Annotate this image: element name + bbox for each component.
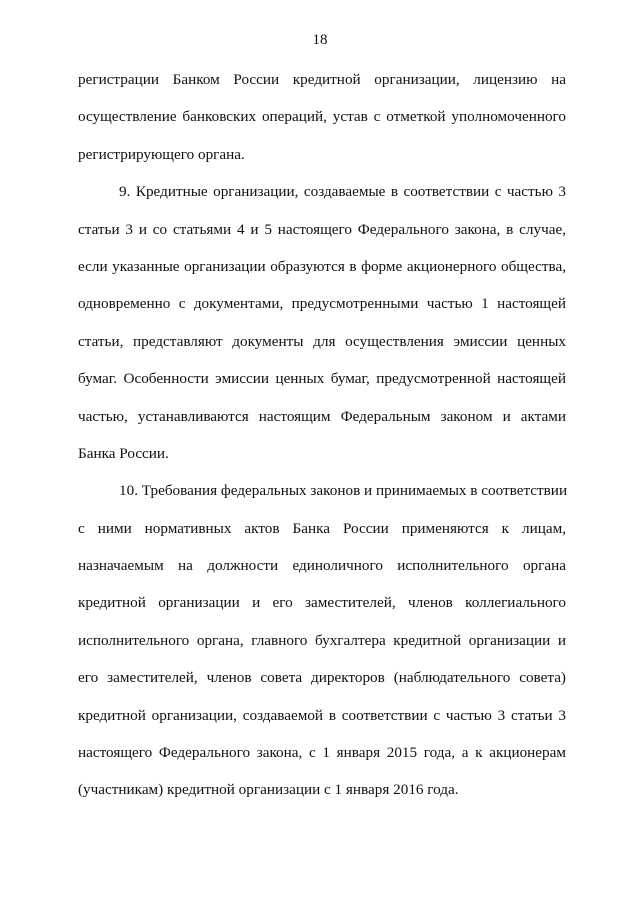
- text-line: статьи 3 и со статьями 4 и 5 настоящего Федерального закона, в случае,: [78, 220, 566, 238]
- text-line: настоящего Федерального закона, с 1 января 2015 года, а к акционерам: [78, 744, 566, 762]
- text-line: 10. Требования федеральных законов и принимаемых в соответствии: [119, 482, 568, 500]
- page-number: 18: [312, 32, 328, 48]
- text-line: статьи, представляют документы для осуществления эмиссии ценных: [78, 332, 566, 350]
- text-line: с ними нормативных актов Банка России применяются к лицам,: [78, 519, 566, 537]
- text-line: бумаг. Особенности эмиссии ценных бумаг, предусмотренной настоящей: [78, 370, 566, 388]
- text-line: регистрирующего органа.: [78, 145, 245, 163]
- text-line: кредитной организации, создаваемой в соответствии с частью 3 статьи 3: [78, 706, 566, 724]
- text-line: кредитной организации и его заместителей, членов коллегиального: [78, 594, 566, 612]
- text-line: если указанные организации образуются в форме акционерного общества,: [78, 257, 566, 275]
- text-line: 9. Кредитные организации, создаваемые в соответствии с частью 3: [119, 183, 566, 201]
- text-line: его заместителей, членов совета директоров (наблюдательного совета): [78, 669, 566, 687]
- paragraph-10: [78, 472, 566, 809]
- text-line: регистрации Банком России кредитной организации, лицензию на: [78, 71, 566, 88]
- text-line: одновременно с документами, предусмотренными частью 1 настоящей: [78, 295, 566, 313]
- paragraph-continued: [78, 61, 566, 173]
- text-line: частью, устанавливаются настоящим Федеральным законом и актами: [78, 407, 566, 425]
- text-line: назначаемым на должности единоличного исполнительного органа: [78, 557, 566, 575]
- text-line: исполнительного органа, главного бухгалтера кредитной организации и: [78, 631, 566, 649]
- document-body: [78, 61, 566, 809]
- paragraph-9: [78, 173, 566, 472]
- text-line: Банка России.: [78, 444, 169, 462]
- text-line: (участникам) кредитной организации с 1 января 2016 года.: [78, 781, 459, 799]
- text-line: осуществление банковских операций, устав с отметкой уполномоченного: [78, 108, 566, 126]
